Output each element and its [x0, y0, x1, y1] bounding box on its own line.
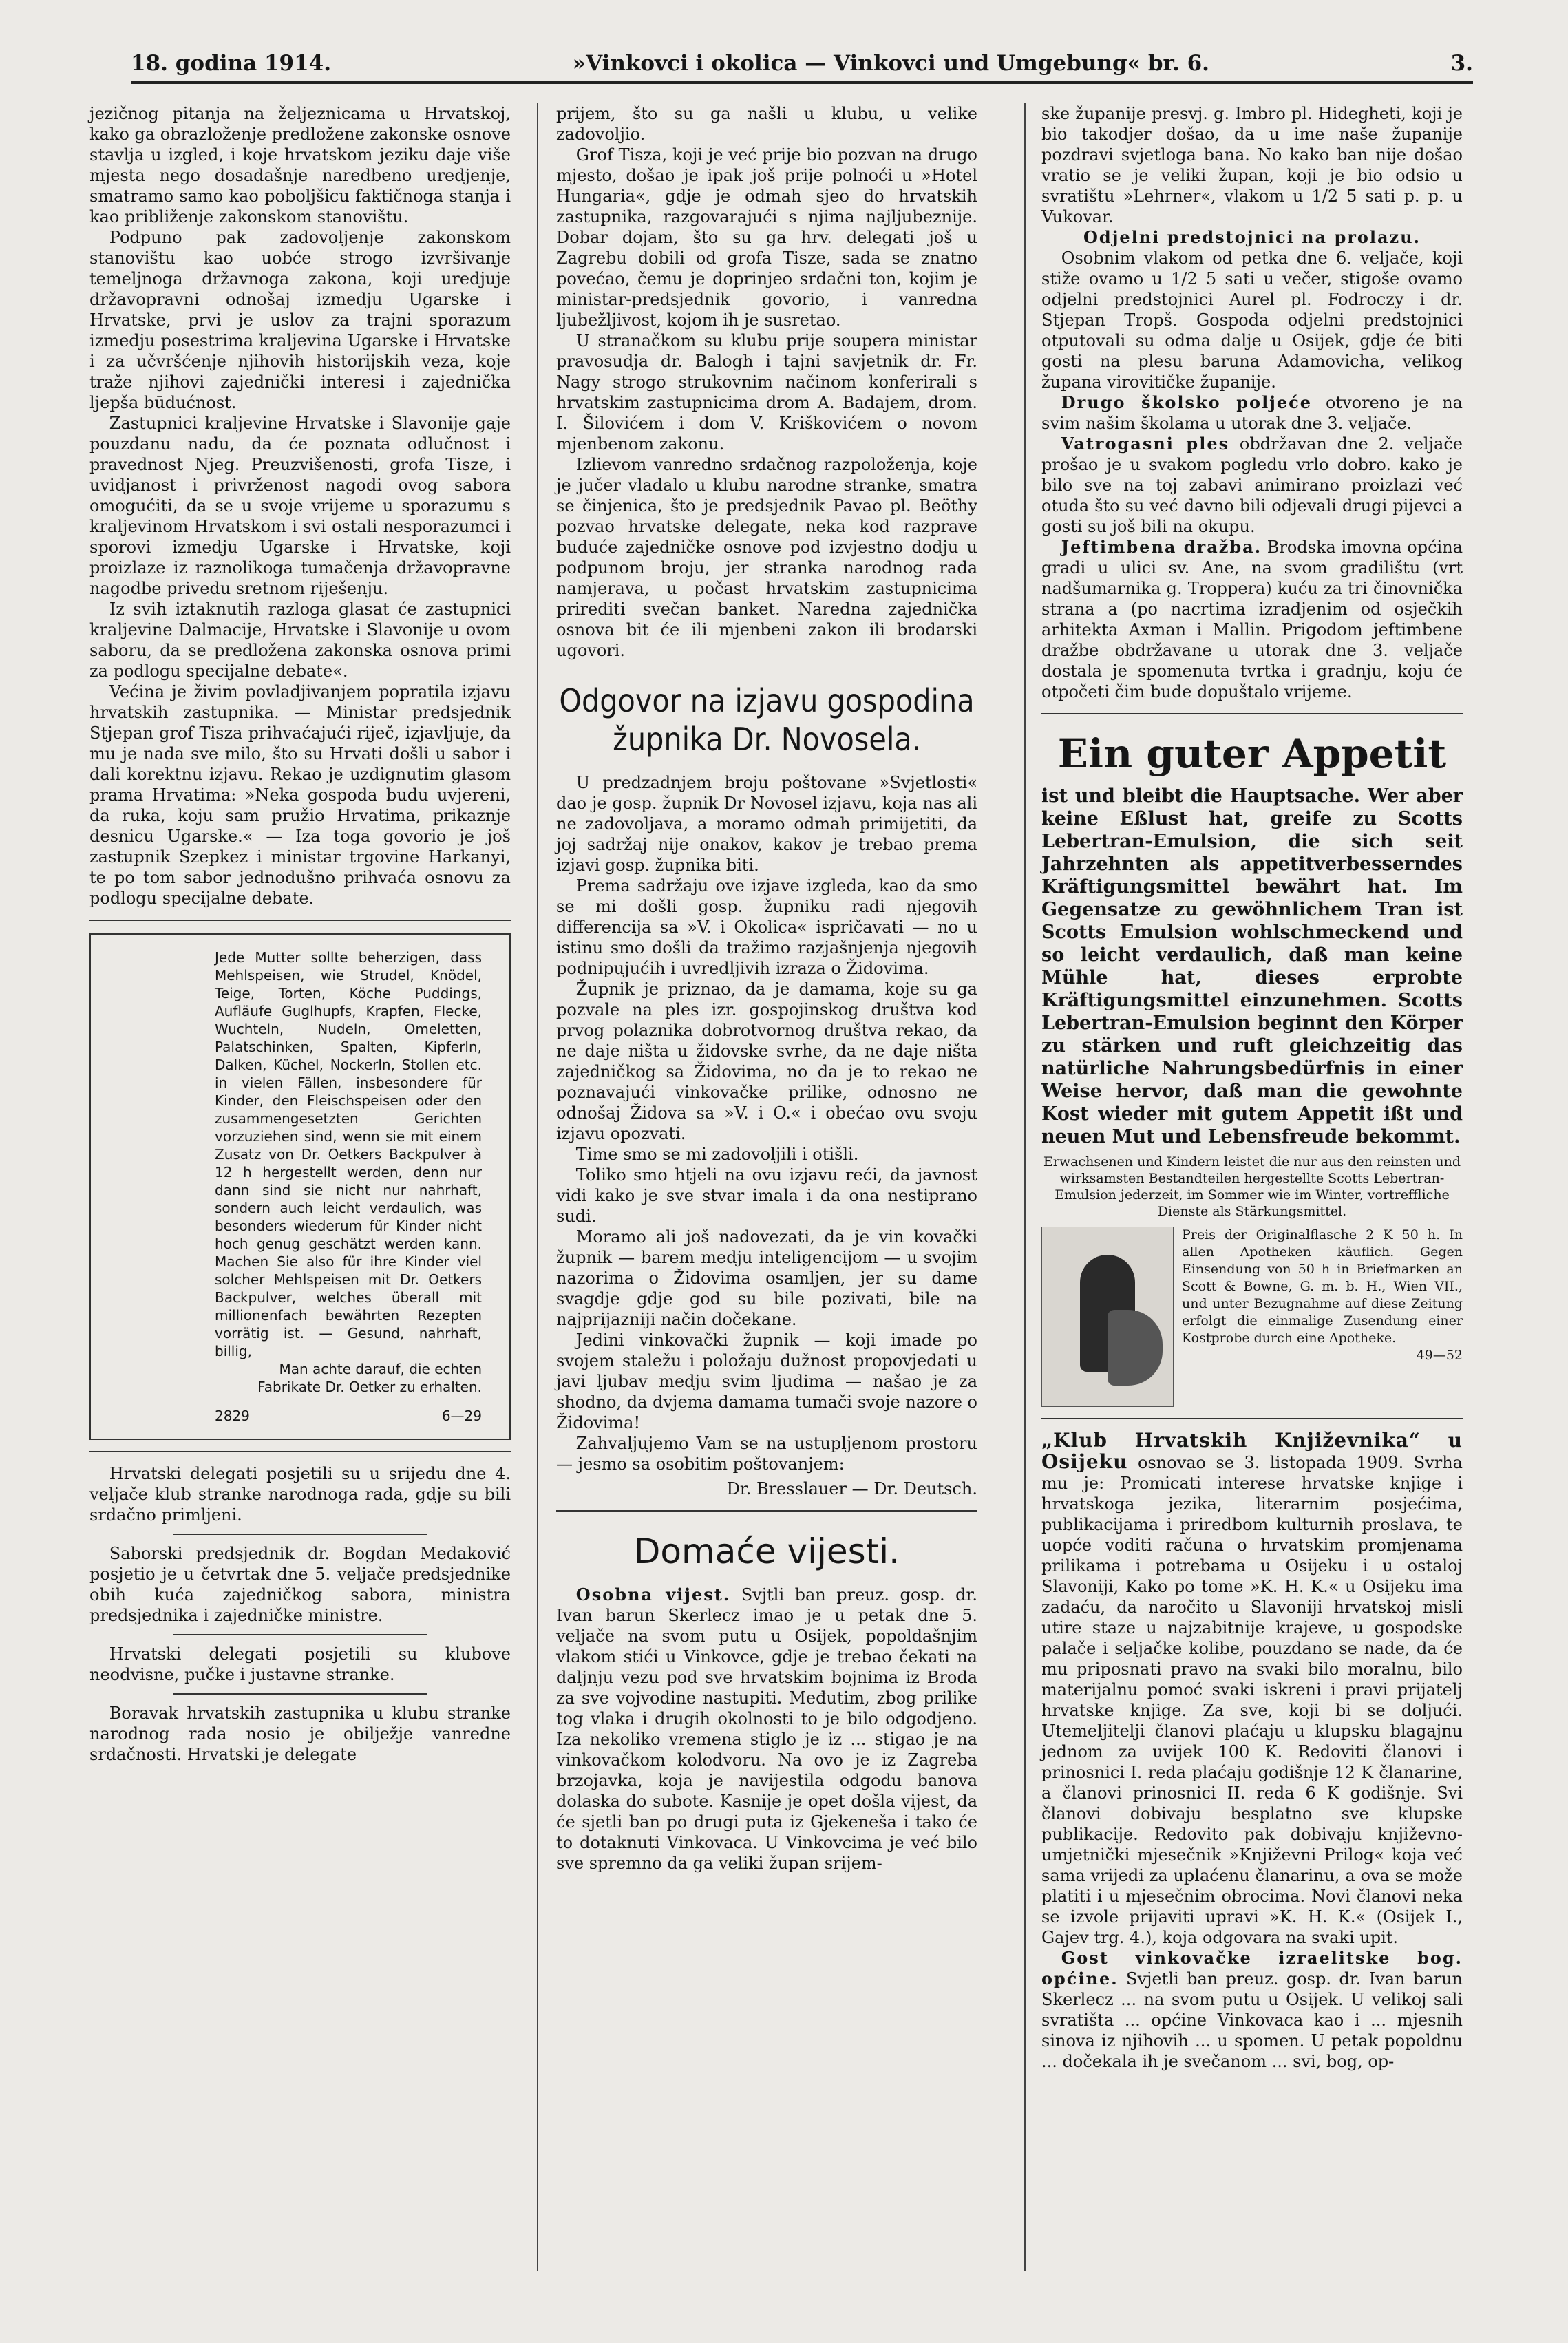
reply-paragraph: Prema sadržaju ove izjave izgleda, kao da smo se mi došli gosp. župniku radi njegovih differencija sa »V. i Okolica« ispričavati — no u istinu smo došli da tražimo razjašnjenja njegovih podnipujućih i uvredljivih izraza o Židovima.	[556, 876, 977, 978]
column-1	[89, 103, 511, 2271]
oetker-ad-warning: Man achte darauf, die echten Fabrikate Dr. Oetker zu erhalten.	[257, 1361, 482, 1395]
section-separator	[89, 1451, 511, 1452]
section-separator	[89, 920, 511, 921]
scott-ad-bottom	[1041, 1227, 1463, 1407]
column-divider-1	[537, 103, 538, 2271]
header-page-number: 3.	[1450, 51, 1473, 76]
section-separator	[1041, 713, 1463, 714]
news-item-heading: Gost vinkovačke izraelitske bog. općine.	[1041, 1948, 1463, 1989]
article-paragraph: Grof Tisza, koji je već prije bio pozvan na drugo mjesto, došao je ipak još prije polnoći u »Hotel Hungaria«, gdje je odmah sjeo do hrvatskih zastupnika, razgovarajući s njima najljubeznije. Dobar dojam, što su ga hrv. delegati još u Zagrebu dobili od grofa Tisze, sada se znatno povećao, čemu je doprinjeo srdačni ton, kojim je ministar-predsjednik govorio, i vanredna ljubežljivost, kojom ih je susretao.	[556, 145, 977, 330]
section-separator	[1041, 1418, 1463, 1419]
scott-ad-code: 49—52	[1416, 1348, 1463, 1363]
reply-paragraph: Toliko smo htjeli na ovu izjavu reći, da javnost vidi kako je sve stvar imala i da ona nestiprano sudi.	[556, 1165, 977, 1226]
oetker-ad-code-right: 6—29	[441, 1408, 482, 1424]
club-notice	[1041, 1430, 1463, 1948]
oetker-ad-text: Jede Mutter sollte beherzigen, dass Mehlspeisen, wie Strudel, Knödel, Teige, Torten, Köche Puddings, Aufläufe Guglhupfs, Krapfen, Flecke, Wuchteln, Nudeln, Omeletten, Palatschinken, Spalten, Kipferln, Dalken, Küchel, Nockerln, Stollen etc. in vielen Fällen, insbesondere für Kinder, den Fleischspeisen oder den zusammengesetzten Gerichten vorzuziehen sind, wenn sie mit einem Zusatz von Dr. Oetkers Backpulver à 12 h hergestellt werden, denn nur dann sind sie nicht nur nahrhaft, sondern auch leicht verdaulich, was besonders wiederum für Kinder nicht hoch genug geschätzt werden kann. Machen Sie also für ihre Kinder viel solcher Mehlspeisen mit Dr. Oetkers Backpulver, welches überall mit millionenfach bewährten Rezepten vorrätig ist. — Gesund, nahrhaft, billig,	[215, 949, 482, 1359]
article-paragraph: U stranačkom su klubu prije soupera ministar pravosudja dr. Balogh i tajni savjetnik dr. Fr. Nagy strogo strukovnim načinom konferirali s hrvatskim zastupnicima drom A. Badajem, drom. I. Šilovićem i dom V. Kriškovićem o novom mjenbenom zakonu.	[556, 331, 977, 454]
news-item-text: otvoreno je na svim našim školama u utorak dne 3. veljače.	[1041, 393, 1463, 433]
scott-ad-price-text	[1182, 1227, 1463, 1407]
local-news-heading: Domaće vijesti.	[633, 1531, 900, 1571]
news-item: Hrvatski delegati posjetili su u srijedu dne 4. veljače klub stranke narodnoga rada, gdje su bili srdačno primljeni.	[89, 1464, 511, 1525]
news-item-text: Osobnim vlakom od petka dne 6. veljače, koji stiže ovamo u 1/2 5 sati u večer, stigoše ovamo odjelni predstojnici Aurel pl. Fodroczy i dr. Stjepan Tropš. Gospoda odjelni predstojnici otputovali su odma dalje u Osijek, gdje će biti gosti na plesu baruna Adamovicha, velikog župana virovitičke županije.	[1041, 248, 1463, 392]
reply-paragraph: Zahvaljujemo Vam se na ustupljenom prostoru — jesmo sa osobitim poštovanjem:	[556, 1434, 977, 1474]
news-item-text: Brodska imovna općina gradi u ulici sv. Ane, na svom gradilištu (vrt nadšumarnika g. Troppera) kuću za tri činovnička strana a (po nacrtima izradjenim od osječkih arhitekta Axman i Mallin. Prigodom jeftimbene dražbe obdržavane u utorak dne 3. veljače dostala je spomenuta tvrtka i gradnju, koju će otpočeti čim bude dopuštalo vrijeme.	[1041, 538, 1463, 701]
news-item: Hrvatski delegati posjetili su klubove neodvisne, pučke i justavne stranke.	[89, 1644, 511, 1684]
news-item-heading: Odjelni predstojnici na prolazu.	[1083, 227, 1421, 247]
reply-headline: Odgovor na izjavu gospodina župnika Dr. Novosela.	[559, 682, 975, 758]
oetker-ad-codes	[215, 1407, 482, 1425]
reply-paragraph: Moramo ali još nadovezati, da je vin kovački župnik — barem medju inteligencijom — u svojim nazorima o Židovima osamljen, jer su dame svagdje gdje god su bile pozivati, bile na najprijazniji način dočekane.	[556, 1227, 977, 1329]
news-item	[1041, 1948, 1463, 2072]
column-3	[1041, 103, 1463, 2271]
scott-ad-small-print: Erwachsenen und Kindern leistet die nur aus den reinsten und wirksamsten Bestandteilen hergestellte Scotts Lebertran-Emulsion jederzeit, im Sommer wie im Winter, vortreffliche Dienste als Stärkungsmittel.	[1043, 1154, 1461, 1219]
article-paragraph: Iz svih iztaknutih razloga glasat će zastupnici kraljevine Dalmacije, Hrvatske i Slavonije u ovom saboru, da se predložena zakonska osnova primi za podlogu specijalne debate«.	[89, 600, 511, 681]
oetker-ad-code-left: 2829	[215, 1408, 250, 1424]
reply-paragraph: Jedini vinkovački župnik — koji imade po svojem staležu i položaju dužnost propovjedati u javi ljubav medju svim ljudima — našao je za shodno, da dvjema damama tumači svoje nazore o Židovima!	[556, 1330, 977, 1432]
header-title: »Vinkovci i okolica — Vinkovci und Umgebung« br. 6.	[572, 51, 1209, 76]
scott-ad-body: ist und bleibt die Hauptsache. Wer aber keine Eßlust hat, greife zu Scotts Lebertran-Emulsion, die sich seit Jahrzehnten als appetitverbesserndes Kräftigungsmittel bewährt hat. Im Gegensatze zu gewöhnlichem Tran ist Scotts Emulsion wohlschmeckend und so leicht verdaulich, daß man keine Mühle hat, dieses erprobte Kräftigungsmittel einzunehmen. Scotts Lebertran-Emulsion beginnt den Körper zu stärken und ruft gleichzeitig das natürliche Nahrungsbedürfnis in einer Weise hervor, daß man die gewohnte Kost wieder mit gutem Appetit ißt und neuen Mut und Lebensfreude bekommt.	[1041, 785, 1463, 1147]
column-2	[556, 103, 977, 2271]
news-item-text: Svjtli ban preuz. gosp. dr. Ivan barun Skerlecz imao je u petak dne 5. veljače na svom putu u Osijek, popoldašnjim vlakom stići u Vinkovce, gdje je trebao čekati na daljnju vezu pod sve hrvatskim bojnima iz Broda za sve vojvodine nastupiti. Međutim, zbog prilike tog vlaka i drugih okolnosti to je bilo odgodjeno. Iza nekoliko vremena stiglo je iz ... stigao je na vinkovačkom kolodvoru. Na ovo je iz Zagreba brzojavka, koja je navijestila odgodu banova dolaska do subote. Kasnije je opet došla vijest, da će sjetli ban po drugi puta iz Gjekeneša i tako će to dotaknuti Vinkovaca. U Vinkovcima je već bilo sve spremno da ga veliki župan srijem-	[556, 1585, 977, 1873]
article-paragraph: Izlievom vanredno srdačnog razpoloženja, koje je jučer vladalo u klubu narodne stranke, smatra se činjenica, što je predsjednik Pavao pl. Beöthy pozvao hrvatske delegate, neka kod razprave buduće zajedničke osnove pod izvjestno dodju u podpunom broju, jer stranka narodnog rada namjerava, u počast hrvatskim zastupnicima prirediti svečan banket. Naredna zajednička osnova bit će ili mjenbeni zakon ili brodarski ugovori.	[556, 455, 977, 660]
news-item-continued: ske županije presvj. g. Imbro pl. Hidegheti, koji je bio takodjer došao, da u ime naše županije pozdravi svjetloga bana. No kako ban nije došao vratio se je veliki župan, koji je bio odsio u svratištu »Lehrner«, vlakom u 1/2 5 sati p. p. u Vukovar.	[1041, 104, 1463, 226]
reply-paragraph: U predzadnjem broju poštovane »Svjetlosti« dao je gosp. župnik Dr Novosel izjavu, koja nas ali ne zadovoljava, a moramo odmah primijetiti, da joj sadržaj nije onakov, kakov je trebao prema izjavi gosp. župnika biti.	[556, 773, 977, 875]
header-issue: 18. godina 1914.	[131, 51, 332, 76]
fish-icon	[1108, 1310, 1163, 1386]
news-item-text: obdržavan dne 2. veljače prošao je u svakom pogledu vrlo dobro. kako je bilo sve na toj zabavi animirano proizlazi već otuda što su već davno bili odjevali drugi pijevci a gosti su još bili na okupu.	[1041, 434, 1463, 536]
news-item-heading: Vatrogasni ples	[1061, 434, 1230, 454]
news-item	[1041, 537, 1463, 702]
news-item: Saborski predsjednik dr. Bogdan Medaković posjetio je u četvrtak dne 5. veljače predsjednike obih kuća zajedničkog sabora, ministra predsjednika i zajedničke ministre.	[89, 1544, 511, 1625]
reply-signature: Dr. Bresslauer — Dr. Deutsch.	[726, 1479, 977, 1498]
oetker-advertisement	[89, 933, 511, 1440]
item-separator	[173, 1693, 426, 1695]
article-paragraph: Većina je živim povladjivanjem popratila izjavu hrvatskih zastupnika. — Ministar predsjednik Stjepan grof Tisza prihvaćajući riječ, izjavljuje, da mu je nada sve milo, što su Hrvati došli u sabor i dali korektnu izjavu. Rekao je uzdignutim glasom prama Hrvatima: »Neka gospoda budu uvjereni, da ruka, koju sam pružio Hrvatima, prikaznje desnicu Ugarske.« — Iza toga govorio je još zastupnik Szepkez i ministar trgovine Harkanyi, te po tom sabor jednodušno prihvaća osnovu za podlogu specijalne debate.	[89, 682, 511, 908]
article-paragraph: Zastupnici kraljevine Hrvatske i Slavonije gaje pouzdanu nadu, da će poznata odlučnost i pravednost Njeg. Preuzvišenosti, grofa Tisze, i uvidjanost i privrženost nagodi ovog saborа omogućiti, da se u svoje vrijeme u sporazumu s kraljevinom Hrvatskom i svi ostali nesporazumci i sporovi izmedju Ugarske i Hrvatske, koji proizlaze iz raznolikoga tumačenja državopravne nagodbe privedu sretnom riješenju.	[89, 414, 511, 598]
scott-ad-price: Preis der Originalflasche 2 K 50 h. In allen Apotheken käuflich. Gegen Einsendung von 50 h in Briefmarken an Scott & Bowne, G. m. b. H., Wien VII., und unter Bezugnahme auf diese Zeitung erfolgt die einmalige Zusendung einer Kostprobe durch eine Apotheke.	[1182, 1227, 1463, 1346]
news-item	[1041, 392, 1463, 434]
news-item-text: Svjetli ban preuz. gosp. dr. Ivan barun Skerlecz ... na svom putu u Osijek. U velikoj sali svratišta ... općine Vinkovaca kao i ... mjesnih sinova iz njihovih ... u spomen. U petak popoldnu ... dočekala ih je svečanom ... svi, bog, op-	[1041, 1969, 1463, 2071]
header-rule	[131, 81, 1473, 84]
news-item	[1041, 434, 1463, 537]
reply-paragraph: Župnik je priznao, da je damama, koje su ga pozvale na ples izr. gospojinskog društva kod prvog polaznika dobrotvornog društva rekao, da ne daje ništa u židovske svrhe, da ne daje ništa zajedničkog sa Židovima, no da je to rekao ne poznavajući vinkovačke prilike, odnosno ne odnošaj Židova sa »V. i O.« i obećao ovu svoju izjavu opozvati.	[556, 979, 977, 1143]
article-paragraph: prijem, što su ga našli u klubu, u velike zadovoljio.	[556, 104, 977, 144]
club-notice-text: osnovao se 3. listopada 1909. Svrha mu je: Promicati interese hrvatske knjige i hrvatskoga jezika, literarnim posjećima, publikacijama i priredbom kulturnih proslava, te uopće voditi računa o hrvatskim promjenama prilikama i potrebama u Osijeku i u ostaloj Slavoniji, Kako po tome »K. H. K.« u Osijeku ima zadaću, da naročito u Slavoniji hrvatskoj misli utire staze u najzabitnije krajeve, u gospodske palače i seljačke kolibe, pouzdano se nade, da će mu priposnati pravo na svaki bilo moralnu, bilo materijalnu pomoć svaki iskreni i pravi prijatelj hrvatske knjige. Za sve, koji bi se doljući. Utemeljitelji članovi plaćaju u klupsku blagajnu jednom za uvijek 100 K. Redoviti članovi i prinosnici I. reda plaćaju godišnje 12 K članarine, a članovi prinosnici II. reda 6 K godišnje. Svi članovi dobivaju besplatno sve klupske publikacije. Redovito pak dobivaju književno-umjetnički mjesečnik »Književni Prilog« koja već sama vrijedi za uplaćenu članarinu, a ova se može platiti i u mjesečnim obrocima. Novi članovi neka se izvole prijaviti upravi »K. H. K.« (Osijek I., Gajev trg. 4.), koja odgovara na svaki upit.	[1041, 1453, 1463, 1947]
article-paragraph: Podpuno pak zadovoljenje zakonskom stanovištu kao uobće strogo izvršivanje temeljnoga državnoga zakona, koji uredjuje državopravni odnošaj izmedju Ugarske i Hrvatske, prvi je uslov za trajni sporazum izmedju posestrima kraljevina Ugarske i Hrvatske i za učvršćenje njihovih historijskih veza, koje traže njihovi zajednički interesi i zajednička ljepša būdućnost.	[89, 228, 511, 412]
news-item: Boravak hrvatskih zastupnika u klubu stranke narodnog rada nosio je obilježje vanredne srdačnosti. Hrvatski je delegate	[89, 1704, 511, 1764]
page-header	[131, 41, 1473, 76]
club-notice-title: „Klub Hrvatskih Književnika“ u Osijeku	[1041, 1429, 1463, 1473]
item-separator	[173, 1534, 426, 1535]
news-item	[556, 1584, 977, 1874]
reply-paragraph: Time smo se mi zadovoljili i otišli.	[575, 1145, 859, 1164]
news-item-heading: Osobna vijest.	[575, 1584, 731, 1604]
news-item-heading: Drugo školsko poljeće	[1061, 392, 1313, 412]
fisherman-illustration	[1041, 1227, 1174, 1407]
scott-ad-headline: Ein guter Appetit	[1057, 730, 1447, 777]
column-divider-2	[1024, 103, 1026, 2271]
item-separator	[173, 1634, 426, 1635]
article-paragraph: jezičnog pitanja na željeznicama u Hrvatskoj, kako ga obrazloženje predložene zakonske osnove stavlja u izgled, i koje hrvatskom jeziku daje više mjesta nego dosadašnje naredbeno uredjenje, smatramo samo kao poboljšicu faktičnoga stanja i kao približenje zakonskom stanovištu.	[89, 104, 511, 226]
section-separator	[556, 1510, 977, 1512]
news-item-heading: Jeftimbena dražba.	[1061, 537, 1262, 557]
